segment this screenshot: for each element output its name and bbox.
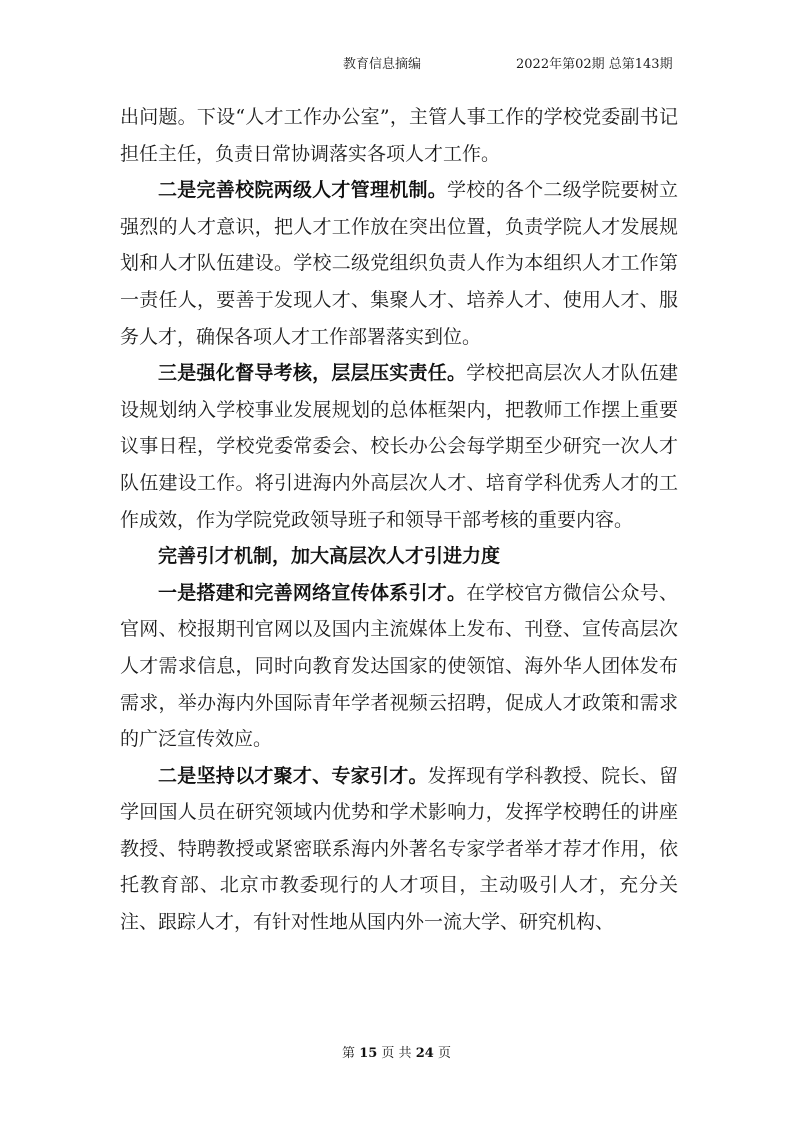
paragraph-expert-recruitment bbox=[120, 758, 678, 941]
paragraph-text: 学校的各个二级学院要树立强烈的人才意识，把人才工作放在突出位置，负责学院人才发展规划和人才队伍建设。学校二级党组织负责人作为本组织人才工作第一责任人，要善于发现人才、集聚人才、培养人才、使用人才、服务人才，确保各项人才工作部署落实到位。 bbox=[120, 179, 678, 348]
paragraph-text: 出问题。下设“人才工作办公室”，主管人事工作的学校党委副书记担任主任，负责日常协调落实各项人才工作。 bbox=[120, 106, 678, 165]
current-page-number: 15 bbox=[359, 1046, 378, 1061]
paragraph-supervision-assessment bbox=[120, 355, 678, 538]
article-body bbox=[120, 99, 678, 941]
total-page-number: 24 bbox=[415, 1046, 434, 1061]
page-header bbox=[0, 55, 793, 75]
paragraph-text: 发挥现有学科教授、院长、留学回国人员在研究领域内优势和学术影响力，发挥学校聘任的讲座教授、特聘教授或紧密联系海内外著名专家学者举才荐才作用，依托教育部、北京市教委现行的人才项目，主动吸引人才，充分关注、跟踪人才，有针对性地从国内外一流大学、研究机构、 bbox=[120, 764, 678, 934]
paragraph-school-college-mechanism bbox=[120, 172, 678, 355]
footer-prefix: 第 bbox=[342, 1046, 356, 1061]
footer-suffix: 页 bbox=[437, 1046, 451, 1061]
paragraph-lead: 三是强化督导考核，层层压实责任。 bbox=[158, 362, 467, 385]
paragraph-network-publicity bbox=[120, 575, 678, 758]
section-heading bbox=[120, 538, 678, 575]
paragraph-continuation bbox=[120, 99, 678, 172]
paragraph-text: 学校把高层次人才队伍建设规划纳入学校事业发展规划的总体框架内，把教师工作摆上重要议事日程，学校党委常委会、校长办公会每学期至少研究一次人才队伍建设工作。将引进海内外高层次人才、培育学科优秀人才的工作成效，作为学院党政领导班子和领导干部考核的重要内容。 bbox=[120, 362, 678, 531]
paragraph-text: 在学校官方微信公众号、官网、校报期刊官网以及国内主流媒体上发布、刊登、宣传高层次人才需求信息，同时向教育发达国家的使领馆、海外华人团体发布需求，举办海内外国际青年学者视频云招聘，促成人才政策和需求的广泛宣传效应。 bbox=[120, 581, 678, 751]
paragraph-lead: 一是搭建和完善网络宣传体系引才。 bbox=[158, 581, 467, 604]
footer-middle: 页 共 bbox=[381, 1046, 412, 1061]
issue-number: 2022年第02期 总第143期 bbox=[516, 57, 673, 72]
paragraph-lead: 二是坚持以才聚才、专家引才。 bbox=[158, 764, 428, 787]
page-footer bbox=[0, 1044, 793, 1064]
paragraph-lead: 二是完善校院两级人才管理机制。 bbox=[158, 179, 448, 202]
publication-title: 教育信息摘编 bbox=[343, 57, 422, 72]
section-heading-text: 完善引才机制，加大高层次人才引进力度 bbox=[158, 545, 501, 568]
